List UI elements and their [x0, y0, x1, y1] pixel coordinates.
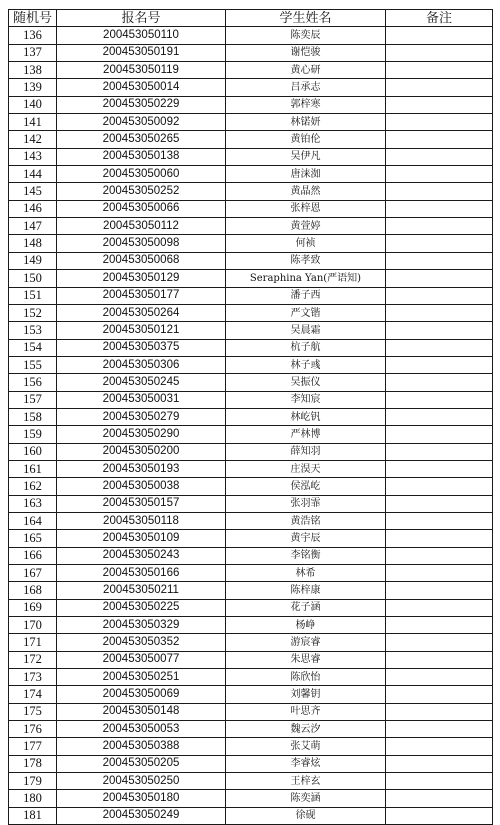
cell-random-number: 152	[9, 304, 57, 321]
table-row	[9, 391, 493, 408]
cell-student-name: 黄铂伦	[226, 131, 386, 148]
cell-random-number: 145	[9, 183, 57, 200]
cell-remarks	[386, 755, 493, 772]
cell-random-number: 142	[9, 131, 57, 148]
cell-registration-number: 200453050166	[57, 565, 226, 582]
table-row	[9, 44, 493, 61]
header-remarks: 备注	[386, 10, 493, 27]
cell-student-name: 杨峥	[226, 617, 386, 634]
table-row	[9, 183, 493, 200]
cell-student-name: 李知宸	[226, 391, 386, 408]
cell-random-number: 147	[9, 218, 57, 235]
cell-student-name: 何祯	[226, 235, 386, 252]
table-row	[9, 426, 493, 443]
cell-remarks	[386, 62, 493, 79]
cell-random-number: 153	[9, 322, 57, 339]
cell-registration-number: 200453050077	[57, 651, 226, 668]
cell-student-name: 吴晨霜	[226, 322, 386, 339]
cell-random-number: 168	[9, 582, 57, 599]
cell-remarks	[386, 183, 493, 200]
cell-student-name: 陈欣怡	[226, 669, 386, 686]
cell-student-name: 叶思齐	[226, 703, 386, 720]
table-row	[9, 62, 493, 79]
cell-student-name: 薛知羽	[226, 443, 386, 460]
cell-student-name: 刘馨钥	[226, 686, 386, 703]
table-row	[9, 166, 493, 183]
cell-random-number: 148	[9, 235, 57, 252]
cell-student-name: 李铭衡	[226, 547, 386, 564]
table-row	[9, 235, 493, 252]
cell-student-name: Seraphina Yan(严语知)	[226, 270, 386, 287]
cell-student-name: 黄宇辰	[226, 530, 386, 547]
cell-registration-number: 200453050119	[57, 62, 226, 79]
cell-remarks	[386, 339, 493, 356]
cell-registration-number: 200453050109	[57, 530, 226, 547]
cell-registration-number: 200453050110	[57, 27, 226, 44]
cell-student-name: 张梓恩	[226, 200, 386, 217]
cell-remarks	[386, 408, 493, 425]
cell-registration-number: 200453050069	[57, 686, 226, 703]
cell-random-number: 160	[9, 443, 57, 460]
cell-remarks	[386, 634, 493, 651]
cell-random-number: 170	[9, 617, 57, 634]
cell-remarks	[386, 322, 493, 339]
cell-remarks	[386, 44, 493, 61]
cell-remarks	[386, 478, 493, 495]
cell-registration-number: 200453050014	[57, 79, 226, 96]
table-row	[9, 114, 493, 131]
cell-remarks	[386, 218, 493, 235]
header-row	[9, 10, 493, 27]
cell-random-number: 141	[9, 114, 57, 131]
table-row	[9, 512, 493, 529]
cell-student-name: 黄心研	[226, 62, 386, 79]
cell-registration-number: 200453050138	[57, 148, 226, 165]
cell-remarks	[386, 200, 493, 217]
cell-random-number: 163	[9, 495, 57, 512]
cell-student-name: 严文锴	[226, 304, 386, 321]
cell-registration-number: 200453050098	[57, 235, 226, 252]
cell-remarks	[386, 27, 493, 44]
cell-random-number: 178	[9, 755, 57, 772]
cell-registration-number: 200453050177	[57, 287, 226, 304]
cell-remarks	[386, 617, 493, 634]
cell-student-name: 林屹钒	[226, 408, 386, 425]
cell-random-number: 179	[9, 773, 57, 790]
cell-random-number: 143	[9, 148, 57, 165]
cell-random-number: 157	[9, 391, 57, 408]
cell-registration-number: 200453050129	[57, 270, 226, 287]
table-row	[9, 79, 493, 96]
table-row	[9, 408, 493, 425]
cell-student-name: 陈奕辰	[226, 27, 386, 44]
cell-remarks	[386, 669, 493, 686]
cell-registration-number: 200453050092	[57, 114, 226, 131]
cell-remarks	[386, 651, 493, 668]
table-row	[9, 287, 493, 304]
cell-student-name: 魏云汐	[226, 721, 386, 738]
cell-student-name: 张艾萌	[226, 738, 386, 755]
cell-remarks	[386, 547, 493, 564]
cell-registration-number: 200453050066	[57, 200, 226, 217]
cell-remarks	[386, 114, 493, 131]
cell-registration-number: 200453050306	[57, 356, 226, 373]
table-row	[9, 738, 493, 755]
cell-student-name: 李睿炫	[226, 755, 386, 772]
table-row	[9, 270, 493, 287]
cell-student-name: 严林博	[226, 426, 386, 443]
cell-remarks	[386, 790, 493, 807]
cell-registration-number: 200453050157	[57, 495, 226, 512]
table-row	[9, 790, 493, 807]
cell-student-name: 唐涞洳	[226, 166, 386, 183]
cell-remarks	[386, 252, 493, 269]
table-row	[9, 131, 493, 148]
table-row	[9, 304, 493, 321]
cell-registration-number: 200453050211	[57, 582, 226, 599]
cell-random-number: 144	[9, 166, 57, 183]
table-row	[9, 547, 493, 564]
cell-random-number: 169	[9, 599, 57, 616]
cell-remarks	[386, 79, 493, 96]
cell-random-number: 177	[9, 738, 57, 755]
table-row	[9, 773, 493, 790]
table-row	[9, 252, 493, 269]
cell-student-name: 谢恺骏	[226, 44, 386, 61]
cell-remarks	[386, 773, 493, 790]
cell-remarks	[386, 356, 493, 373]
cell-random-number: 181	[9, 807, 57, 824]
cell-random-number: 180	[9, 790, 57, 807]
cell-remarks	[386, 270, 493, 287]
cell-random-number: 162	[9, 478, 57, 495]
cell-random-number: 176	[9, 721, 57, 738]
table-row	[9, 460, 493, 477]
cell-student-name: 黄晶然	[226, 183, 386, 200]
cell-random-number: 161	[9, 460, 57, 477]
cell-random-number: 146	[9, 200, 57, 217]
cell-random-number: 159	[9, 426, 57, 443]
cell-random-number: 139	[9, 79, 57, 96]
table-row	[9, 703, 493, 720]
cell-registration-number: 200453050038	[57, 478, 226, 495]
cell-registration-number: 200453050329	[57, 617, 226, 634]
table-row	[9, 148, 493, 165]
cell-registration-number: 200453050251	[57, 669, 226, 686]
cell-registration-number: 200453050229	[57, 96, 226, 113]
cell-registration-number: 200453050118	[57, 512, 226, 529]
cell-registration-number: 200453050121	[57, 322, 226, 339]
cell-student-name: 林希	[226, 565, 386, 582]
cell-random-number: 164	[9, 512, 57, 529]
cell-student-name: 徐砚	[226, 807, 386, 824]
cell-student-name: 吴振仪	[226, 374, 386, 391]
cell-random-number: 165	[9, 530, 57, 547]
cell-registration-number: 200453050250	[57, 773, 226, 790]
cell-student-name: 朱思睿	[226, 651, 386, 668]
cell-registration-number: 200453050290	[57, 426, 226, 443]
table-row	[9, 339, 493, 356]
cell-remarks	[386, 599, 493, 616]
cell-remarks	[386, 426, 493, 443]
table-row	[9, 495, 493, 512]
cell-registration-number: 200453050200	[57, 443, 226, 460]
cell-registration-number: 200453050264	[57, 304, 226, 321]
cell-remarks	[386, 460, 493, 477]
cell-random-number: 140	[9, 96, 57, 113]
cell-registration-number: 200453050112	[57, 218, 226, 235]
table-row	[9, 565, 493, 582]
cell-registration-number: 200453050375	[57, 339, 226, 356]
cell-random-number: 150	[9, 270, 57, 287]
cell-remarks	[386, 443, 493, 460]
cell-remarks	[386, 287, 493, 304]
cell-random-number: 175	[9, 703, 57, 720]
cell-remarks	[386, 582, 493, 599]
cell-student-name: 吴伊凡	[226, 148, 386, 165]
cell-remarks	[386, 374, 493, 391]
cell-student-name: 吕承志	[226, 79, 386, 96]
cell-random-number: 138	[9, 62, 57, 79]
cell-student-name: 陈梓康	[226, 582, 386, 599]
table-row	[9, 599, 493, 616]
table-row	[9, 322, 493, 339]
table-row	[9, 374, 493, 391]
cell-remarks	[386, 391, 493, 408]
cell-registration-number: 200453050352	[57, 634, 226, 651]
cell-registration-number: 200453050068	[57, 252, 226, 269]
cell-student-name: 杭子航	[226, 339, 386, 356]
cell-random-number: 166	[9, 547, 57, 564]
cell-registration-number: 200453050388	[57, 738, 226, 755]
cell-student-name: 林子彧	[226, 356, 386, 373]
cell-student-name: 黄萱婷	[226, 218, 386, 235]
table-row	[9, 634, 493, 651]
cell-student-name: 陈奕涵	[226, 790, 386, 807]
cell-random-number: 173	[9, 669, 57, 686]
cell-registration-number: 200453050243	[57, 547, 226, 564]
table-row	[9, 617, 493, 634]
cell-registration-number: 200453050249	[57, 807, 226, 824]
cell-registration-number: 200453050279	[57, 408, 226, 425]
cell-registration-number: 200453050060	[57, 166, 226, 183]
cell-registration-number: 200453050205	[57, 755, 226, 772]
cell-remarks	[386, 166, 493, 183]
table-row	[9, 200, 493, 217]
cell-random-number: 136	[9, 27, 57, 44]
cell-remarks	[386, 565, 493, 582]
cell-random-number: 156	[9, 374, 57, 391]
cell-registration-number: 200453050191	[57, 44, 226, 61]
table-row	[9, 755, 493, 772]
cell-student-name: 林锘妍	[226, 114, 386, 131]
cell-random-number: 174	[9, 686, 57, 703]
cell-random-number: 171	[9, 634, 57, 651]
cell-random-number: 154	[9, 339, 57, 356]
cell-registration-number: 200453050265	[57, 131, 226, 148]
cell-student-name: 陈孝致	[226, 252, 386, 269]
cell-registration-number: 200453050031	[57, 391, 226, 408]
table-row	[9, 443, 493, 460]
header-random-number: 随机号	[9, 10, 57, 27]
cell-registration-number: 200453050148	[57, 703, 226, 720]
cell-student-name: 黄浩铭	[226, 512, 386, 529]
table-row	[9, 96, 493, 113]
cell-remarks	[386, 721, 493, 738]
table-row	[9, 721, 493, 738]
table-row	[9, 582, 493, 599]
cell-remarks	[386, 96, 493, 113]
header-registration-number: 报名号	[57, 10, 226, 27]
cell-student-name: 郭梓寒	[226, 96, 386, 113]
header-student-name: 学生姓名	[226, 10, 386, 27]
cell-student-name: 游宸睿	[226, 634, 386, 651]
table-row	[9, 218, 493, 235]
cell-remarks	[386, 738, 493, 755]
cell-random-number: 167	[9, 565, 57, 582]
student-list-table	[8, 9, 493, 825]
cell-student-name: 潘子西	[226, 287, 386, 304]
cell-remarks	[386, 512, 493, 529]
cell-remarks	[386, 131, 493, 148]
table-body	[9, 27, 493, 825]
cell-registration-number: 200453050252	[57, 183, 226, 200]
cell-remarks	[386, 530, 493, 547]
cell-student-name: 张羽霏	[226, 495, 386, 512]
cell-random-number: 137	[9, 44, 57, 61]
cell-remarks	[386, 304, 493, 321]
cell-registration-number: 200453050245	[57, 374, 226, 391]
cell-random-number: 151	[9, 287, 57, 304]
cell-registration-number: 200453050053	[57, 721, 226, 738]
cell-student-name: 花子涵	[226, 599, 386, 616]
cell-random-number: 158	[9, 408, 57, 425]
table-row	[9, 651, 493, 668]
table-row	[9, 478, 493, 495]
cell-random-number: 155	[9, 356, 57, 373]
table-row	[9, 27, 493, 44]
cell-remarks	[386, 703, 493, 720]
cell-registration-number: 200453050180	[57, 790, 226, 807]
table-row	[9, 530, 493, 547]
table-row	[9, 669, 493, 686]
table-row	[9, 356, 493, 373]
cell-registration-number: 200453050225	[57, 599, 226, 616]
cell-student-name: 王梓玄	[226, 773, 386, 790]
cell-remarks	[386, 686, 493, 703]
cell-random-number: 172	[9, 651, 57, 668]
cell-remarks	[386, 235, 493, 252]
cell-student-name: 庄淏天	[226, 460, 386, 477]
cell-student-name: 侯泓屹	[226, 478, 386, 495]
cell-random-number: 149	[9, 252, 57, 269]
table-row	[9, 686, 493, 703]
cell-remarks	[386, 148, 493, 165]
cell-remarks	[386, 495, 493, 512]
cell-registration-number: 200453050193	[57, 460, 226, 477]
